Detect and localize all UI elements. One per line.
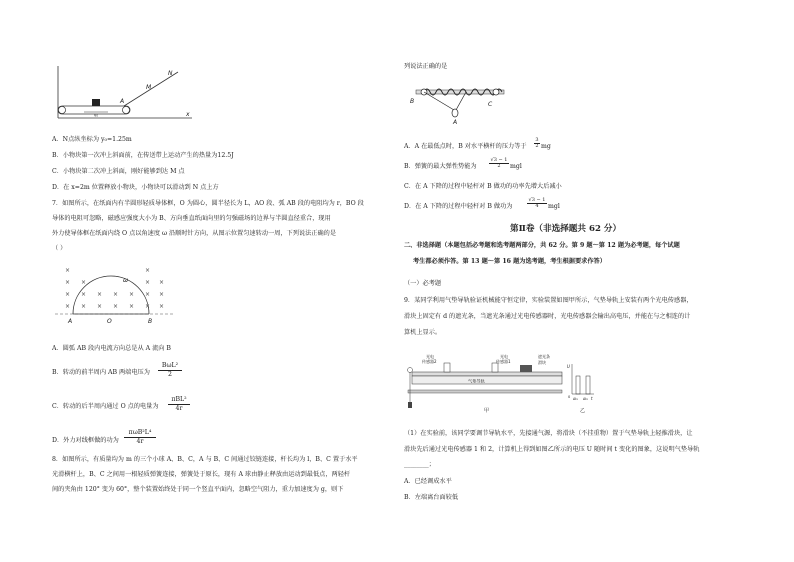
sensor-2-label-a: 光电: [426, 354, 434, 359]
q8-option-c: C．在 A 下降的过程中轻杆对 B 做功的功率先增大后减小: [404, 183, 562, 190]
svg-text:×: ×: [65, 291, 71, 298]
q8-line-2: 光滑横杆上，B、C 之间用一根轻质弹簧连接，弹簧处于原长，现有 A 球由静止释放由运动到最低点，两轻杆: [52, 471, 351, 478]
ball-A: [452, 109, 458, 117]
tick-dt1: Δt₁: [573, 397, 579, 401]
q8-d-unit: mgl: [548, 203, 560, 210]
q7-line-3: 外力使导体框在纸面内绕 O 点以角速度 ω 沿顺时针方向，从图示位置匀速转动一周，下列说法正确的是: [52, 230, 337, 237]
q7-option-c: C．转动的后半周内通过 O 点的电量为: [52, 403, 159, 410]
origin: 0: [568, 395, 571, 399]
option-b: B．小物块第一次冲上斜面前，在传送带上运动产生的热量为12.5J: [52, 152, 234, 159]
q8-option-a: A．A 在最低点时，B 对水平横杆的压力等于: [404, 143, 527, 150]
q8-a-denominator: 2: [535, 143, 539, 149]
block: [92, 99, 100, 106]
label-C: C: [488, 101, 493, 108]
q7-line-4: （ ）: [52, 245, 67, 252]
label-v0: v₀: [94, 112, 98, 118]
label-A: A: [453, 119, 458, 126]
label-B: B: [410, 98, 415, 105]
part2-line-1: 二、非选择题（本题包括必考题和选考题两部分，共 62 分。第 9 题～第 12 题为必考题，每个试题: [404, 242, 680, 249]
svg-text:×: ×: [145, 303, 151, 310]
air-track-figure: [404, 350, 594, 418]
q9-line-3: 算机上显示。: [404, 329, 442, 336]
label-N: N: [168, 70, 173, 77]
option-d: D．在 x=2m 位置释放小物块，小物块可以滑动到 N 点上方: [52, 184, 219, 191]
sensor-2-label: 传感器2: [422, 359, 437, 364]
svg-text:×: ×: [159, 279, 165, 286]
pulse-2: [586, 376, 590, 394]
svg-text:×: ×: [113, 303, 119, 310]
field-marks: [65, 267, 164, 310]
sensor-1-label: 传感器1: [496, 359, 511, 364]
svg-text:×: ×: [145, 291, 151, 298]
required-heading: （一）必考题: [404, 280, 442, 287]
q7-line-2: 导体的电阻可忽略，磁感应强度大小为 B、方向垂直纸面向里的匀强磁场的边界与半圆直径重合，现用: [52, 215, 331, 222]
hanging-weight: [408, 402, 412, 408]
rod-spring-figure: [410, 80, 510, 124]
svg-text:×: ×: [81, 279, 87, 286]
slider-block: [520, 365, 532, 372]
q7-option-b: B．转动的前半周内 AB 两端电压为: [52, 369, 150, 376]
label-M: M: [146, 84, 152, 91]
semicircle-frame-figure: [55, 262, 175, 328]
q9-line-1: 9．某同学利用气垫导轨验证机械能守恒定律，实验装置如图甲所示，气垫导轨上安装有两个光电传感器，: [404, 297, 693, 304]
svg-text:×: ×: [65, 303, 71, 310]
q7-b-denominator: 2: [168, 371, 172, 378]
svg-text:×: ×: [113, 291, 119, 298]
pulse-1: [576, 376, 580, 394]
part2-line-2: 考生都必须作答。第 13 题～第 16 题为选考题，考生根据要求作答）: [413, 258, 606, 265]
label-O: O: [107, 318, 112, 325]
q9-option-a: A．已经调成水平: [404, 478, 452, 485]
q8-line-3: 间的夹角由 120° 变为 60°，整个装置始终处于同一个竖直平面内，忽略空气阻力，重力加速度为 g，则下: [52, 486, 344, 493]
q8-d-numerator: √3 − 1: [528, 197, 546, 203]
q8-b-denominator: 2: [497, 163, 501, 169]
svg-text:×: ×: [65, 267, 71, 274]
rail-top: [412, 372, 562, 376]
rail-label: 气垫导轨: [468, 378, 485, 384]
q9-part1-line-1: （1）在实验前，该同学要调节导轨水平，先接通气源，将滑块（不挂重物）置于气垫导轨上轻推滑块，让: [404, 430, 693, 437]
left-pulley: [58, 106, 65, 113]
rail-body: [412, 376, 562, 384]
conveyor-incline-figure: [50, 66, 200, 126]
q9-answer-blank[interactable]: ________；: [404, 461, 435, 468]
q8-line-1: 8．如图所示，有质量均为 m 的三个小球 A、B、C，A 与 B、C 间通过铰链连接，杆长均为 l，B、C 置于水平: [52, 456, 358, 463]
svg-text:×: ×: [145, 267, 151, 274]
strip-label: 遮光条: [538, 354, 550, 359]
option-c: C．小物块第二次冲上斜面，刚好能够到达 M 点: [52, 168, 185, 175]
q9-part1-line-2: 滑块先后通过光电传感器 1 和 2，计算机上得到如图乙所示的电压 U 随时间 t 变化的图象，这说明气垫导轨: [404, 446, 700, 453]
svg-text:×: ×: [65, 279, 71, 286]
option-a: A．N点纵坐标为 y₀=1.25m: [52, 136, 132, 143]
q7-d-denominator: 4r: [136, 438, 144, 445]
svg-text:×: ×: [129, 303, 135, 310]
label-A: A: [68, 318, 73, 325]
q9-option-b: B．左端离台面较低: [404, 494, 459, 501]
q7-c-denominator: 4r: [175, 405, 183, 412]
svg-text:×: ×: [81, 303, 87, 310]
label-x: x: [186, 111, 190, 118]
axis-u: U: [567, 364, 570, 369]
svg-text:×: ×: [97, 303, 103, 310]
q7-b-numerator: BωL²: [158, 362, 182, 371]
label-omega: ω: [123, 277, 129, 284]
q8-a-unit: mg: [541, 143, 551, 150]
svg-text:×: ×: [81, 291, 87, 298]
svg-text:×: ×: [129, 291, 135, 298]
q8-a-numerator: 3: [535, 137, 539, 143]
right-pulley: [122, 106, 129, 113]
axis-t: t: [591, 396, 593, 401]
label-A: A: [120, 98, 125, 105]
q8-continued: 列说法正确的是: [404, 63, 448, 70]
sensor-1: [492, 363, 498, 372]
pulley: [408, 368, 413, 373]
q7-line-1: 7．如图所示，在纸面内有半圆形轻质导体框，O 为圆心，圆半径长为 L，AO 段、弧 AB 段的电阻均为 r，BO 段: [52, 200, 364, 207]
sensor-1-label-a: 光电: [500, 354, 508, 359]
svg-text:×: ×: [97, 291, 103, 298]
rod-AB: [424, 92, 454, 110]
tick-dt2: Δt₂: [583, 397, 589, 401]
caption-jia: 甲: [484, 408, 490, 414]
q7-option-a: A．圆弧 AB 段内电流方向总是从 A 流向 B: [52, 345, 171, 352]
q8-b-unit: mgl: [510, 163, 522, 170]
q7-d-numerator: πωB²L⁴: [124, 429, 156, 438]
q7-c-numerator: πBL²: [168, 396, 190, 405]
q8-b-numerator: √3 − 1: [490, 157, 508, 163]
q8-option-b: B．弹簧的最大弹性势能为: [404, 163, 477, 170]
q7-option-d: D．外力对线框做的功为: [52, 437, 119, 444]
svg-text:×: ×: [159, 291, 165, 298]
q8-option-d: D．在 A 下降的过程中轻杆对 B 做功为: [404, 203, 513, 210]
q9-line-2: 滑块上固定有 d 的遮光条，当遮光条通过光电传感器时，光电传感器会输出高电压，并能在与之相连的计: [404, 313, 691, 320]
caption-yi: 乙: [580, 408, 586, 414]
q8-d-denominator: 4: [535, 203, 539, 209]
slider-label: 滑块: [538, 360, 546, 365]
label-B: B: [148, 318, 153, 325]
svg-text:×: ×: [145, 279, 151, 286]
section-title: 第Ⅱ卷（非选择题共 62 分）: [510, 224, 622, 234]
base-plate: [408, 390, 562, 393]
sensor-2: [444, 363, 450, 372]
svg-text:×: ×: [159, 303, 165, 310]
